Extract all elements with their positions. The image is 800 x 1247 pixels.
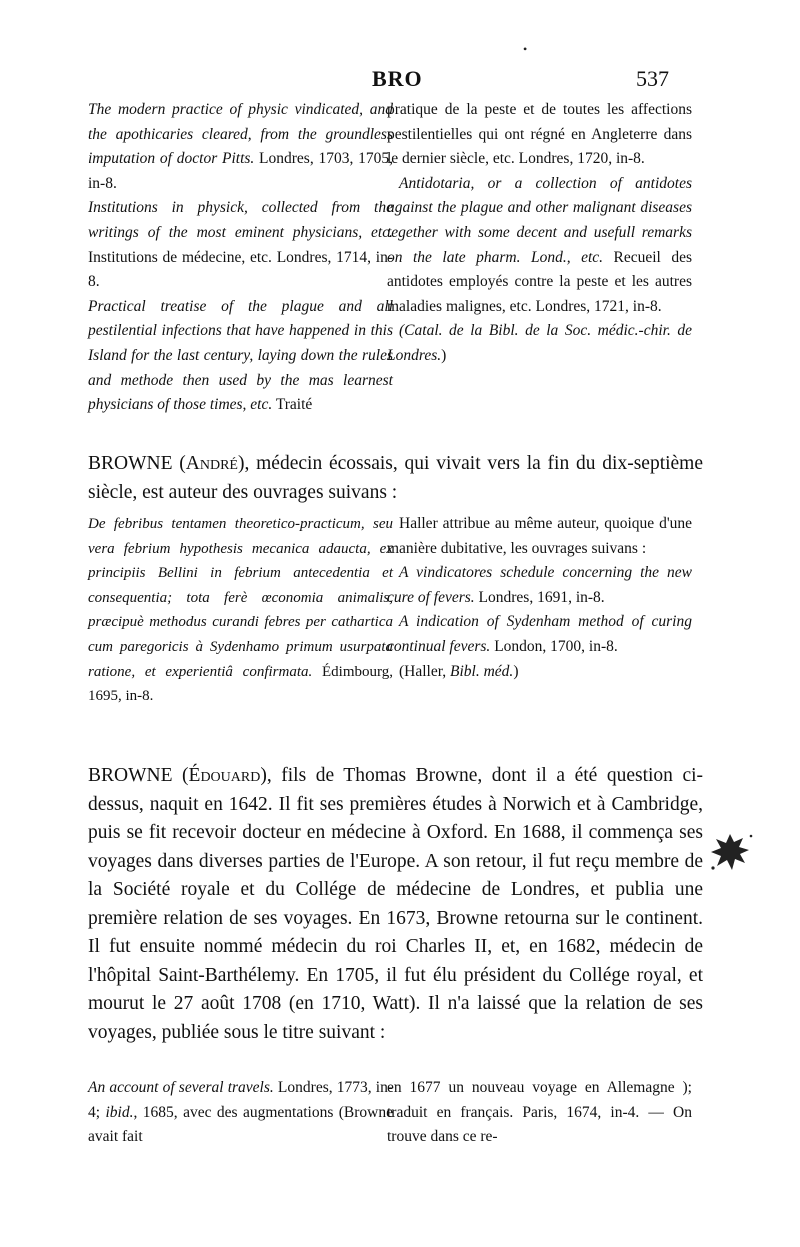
bib-title: The modern practice of physic vindicated, and the apothicaries cleared, from the groundless imputation of doctor Pitts. xyxy=(88,101,393,168)
section1-right-column xyxy=(387,98,692,369)
bib-imprint: Institutions de médecine, etc. Londres, 1714, in-8. xyxy=(88,248,393,291)
entry-name: BROWNE xyxy=(88,453,173,474)
bib-title: De febribus tentamen theoretico-practicum, seu vera febrium hypothesis mecanica adaucta, ex principiis Bellini in febrium antecedentia et consequentia; tota ferè œconomia animalis, præcipuè methodus curandi febres per cathartica cum paregoricis à Sydenhamo primum usurpata ratione, et experientiâ confirmata. xyxy=(88,516,393,680)
bib-entry xyxy=(88,512,393,709)
bib-source: (Catal. de la Bibl. de la Soc. médic.-chir. de Londres.) xyxy=(387,322,692,364)
speck-mark: • xyxy=(523,42,528,56)
bib-title: Practical treatise of the plague and all pestilential infections that have happened in this Island for the last century, laying down the rules and methode then used by the mas learnest physicians of those times, etc. xyxy=(88,297,393,414)
section3-left-column xyxy=(88,1076,393,1150)
entry-browne-edouard xyxy=(88,762,703,1047)
entry-given-name: (Édouard) xyxy=(182,765,267,786)
bib-imprint: Traité xyxy=(272,396,313,414)
header-title: BRO xyxy=(372,66,423,91)
bib-imprint: Recueil des antidotes employés contre la peste et les autres maladies malignes, etc. Londres, 1721, in-8. xyxy=(387,248,692,315)
bib-title: A indication of Sydenham method of curing continual fevers. xyxy=(387,613,692,655)
bib-title: An account of several travels. xyxy=(88,1079,274,1096)
ink-blot-mark xyxy=(705,828,755,876)
section3-right-column xyxy=(387,1076,692,1150)
bib-imprint: Édimbourg, 1695, in-8. xyxy=(88,663,393,705)
section1-left-column xyxy=(88,98,393,418)
bib-note: Haller attribue au même auteur, quoique d'une manière dubitative, les ouvrages suivans : xyxy=(387,515,692,557)
bib-title: A vindicatores schedule concerning the new cure of fevers. xyxy=(387,564,692,606)
section2-right-column xyxy=(387,512,692,684)
bib-imprint: Londres, 1703, 1705, in-8. xyxy=(88,150,393,192)
entry-browne-andre xyxy=(88,450,703,507)
bib-entry xyxy=(88,196,393,294)
source-citation: Bibl. méd. xyxy=(450,662,514,680)
bib-text: pratique de la peste et de toutes les affections pestilentielles qui ont régné en Angleterre dans le dernier siècle, etc. Londres, 1720, in-8. xyxy=(387,101,692,168)
bib-title: Institutions in physick, collected from the writings of the most eminent physicians, etc. xyxy=(88,199,393,241)
bib-entry xyxy=(387,561,692,610)
bib-title: Antidotaria, or a collection of antidotes against the plague and other malignant diseases tegether with some decent and usefull remarks on the late pharm. Lond., etc. xyxy=(387,174,692,266)
bib-entry xyxy=(88,295,393,418)
bib-entry xyxy=(88,98,393,196)
source-citation: Catal. de la Bibl. de la Soc. médic.-chir. de Londres. xyxy=(387,322,692,364)
bib-imprint: London, 1700, in-8. xyxy=(490,637,618,655)
bib-imprint: Londres, 1691, in-8. xyxy=(474,588,605,606)
bib-entry xyxy=(387,172,692,320)
entry-text: , fils de Thomas Browne, dont il a été question ci-dessus, naquit en 1642. Il fit ses premières études à Norwich et à Cambridge, puis se fit recevoir docteur en médecine à Oxford. En 1688, il commença ses voyages dans diverses parties de l'Europe. A son retour, il fut reçu membre de la Société royale et du Collége de médecine de Londres, et publia une première relation de ses voyages. En 1673, Browne retourna sur le continent. Il fut ensuite nommé médecin du roi Charles II, et, en 1682, médecin de l'hôpital Saint-Barthélemy. En 1705, il fut élu président du Collége royal, et mourut le 27 août 1708 (en 1710, Watt). Il n'a laissé que la relation de ses voyages, publiée sous le titre suivant : xyxy=(88,765,704,1043)
entry-given-name: (André) xyxy=(179,453,245,474)
bib-source: (Haller, Bibl. méd.) xyxy=(399,662,519,680)
page-number: 537 xyxy=(636,66,669,91)
bib-text: en 1677 un nouveau voyage en Allemagne ); traduit en français. Paris, 1674, in-4. — On trouve dans ce re- xyxy=(387,1079,692,1146)
bib-entry: An account of several travels. Londres, 1773, in-4; ibid., 1685, avec des augmentations (Browne avait fait xyxy=(88,1079,393,1146)
bib-entry xyxy=(387,98,692,172)
section2-left-column xyxy=(88,512,393,709)
running-header xyxy=(0,66,800,96)
entry-text: , médecin écossais, qui vivait vers la fin du dix-septième siècle, est auteur des ouvrages suivans : xyxy=(88,453,704,503)
entry-name: BROWNE xyxy=(88,765,173,786)
bib-entry xyxy=(387,610,692,659)
